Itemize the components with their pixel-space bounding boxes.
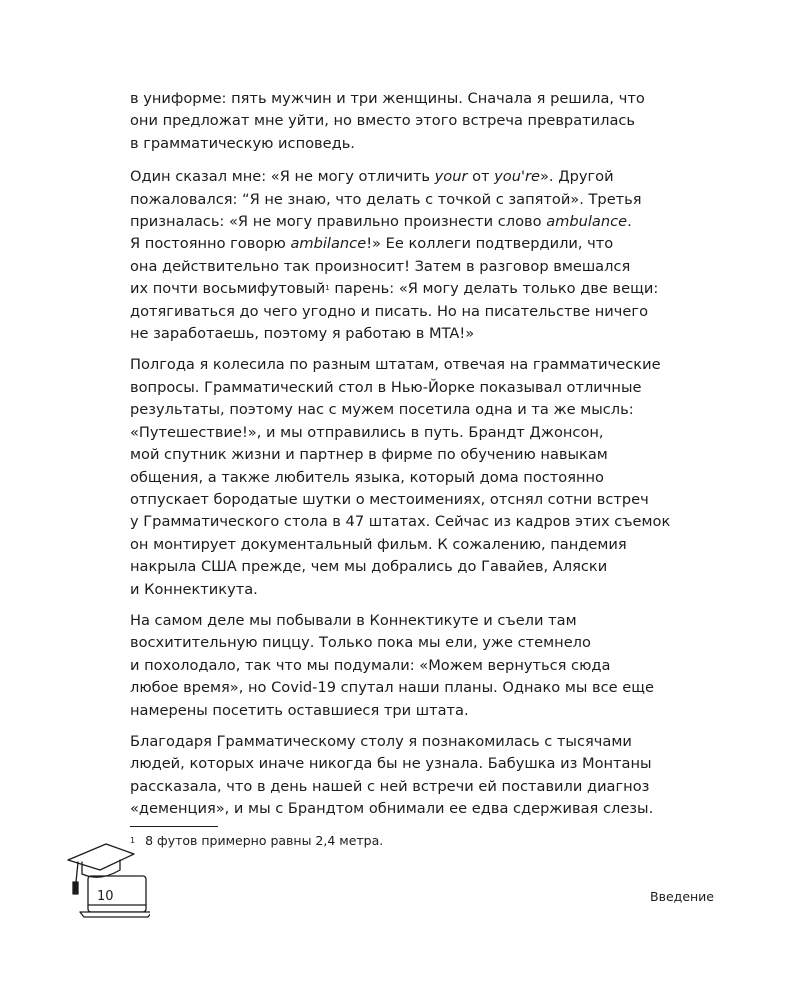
text-line: мой спутник жизни и партнер в фирме по обучению навыкам <box>130 446 608 464</box>
text-line: отпускает бородатые шутки о местоимениях, отснял сотни встреч <box>130 490 649 508</box>
text-line: людей, которых иначе никогда бы не узнала. Бабушка из Монтаны <box>130 755 652 773</box>
emphasis: your <box>434 168 468 186</box>
text-line: На самом деле мы побывали в Коннектикуте и съели там <box>130 611 577 629</box>
emphasis: you're <box>494 168 540 186</box>
text-line: она действительно так произносит! Затем в разговор вмешался <box>130 257 631 275</box>
text-line: в грамматическую исповедь. <box>130 134 355 152</box>
text-line: восхитительную пиццу. Только пока мы ели, уже стемнело <box>130 634 591 652</box>
text-line: дотягиваться до чего угодно и писать. Но на писательстве ничего <box>130 302 648 320</box>
text-line: они предложат мне уйти, но вместо этого встреча превратилась <box>130 112 636 130</box>
text-line: у Грамматического стола в 47 штатах. Сейчас из кадров этих съемок <box>130 513 671 531</box>
text-line: «деменция», и мы с Брандтом обнимали ее едва сдерживая слезы. <box>130 800 654 818</box>
paragraph-4 <box>130 610 710 722</box>
text-line: результаты, поэтому нас с мужем посетила одна и та же мысль: <box>130 401 634 419</box>
running-head: Введение <box>650 889 714 904</box>
text-line: призналась: «Я не могу правильно произнести слово ambulance. <box>130 213 632 231</box>
paragraph-2 <box>130 166 710 345</box>
text-line: общения, а также любитель языка, который дома постоянно <box>130 468 604 486</box>
body-text <box>130 88 710 830</box>
text-line: Я постоянно говорю ambilance!» Ее коллеги подтвердили, что <box>130 235 614 253</box>
text-line: намерены посетить оставшиеся три штата. <box>130 701 469 719</box>
paragraph-5 <box>130 731 710 821</box>
text-line: вопросы. Грамматический стол в Нью-Йорке показывал отличные <box>130 378 642 396</box>
text-line: он монтирует документальный фильм. К сожалению, пандемия <box>130 535 627 553</box>
page-number: 10 <box>97 889 114 904</box>
text-line: пожаловался: “Я не знаю, что делать с точкой с запятой». Третья <box>130 190 642 208</box>
emphasis: ambulance <box>546 213 628 231</box>
emphasis: ambilance <box>290 235 367 253</box>
footnote <box>130 833 383 849</box>
footnote-mark: 1 <box>130 836 136 845</box>
text-line: накрыла США прежде, чем мы добрались до Гавайев, Аляски <box>130 558 608 576</box>
paragraph-1 <box>130 88 710 155</box>
text-line: и похолодало, так что мы подумали: «Можем вернуться сюда <box>130 656 611 674</box>
text-line: их почти восьмифутовый$^1$ парень: «Я могу делать только две вещи: <box>130 280 659 298</box>
text-line: и Коннектикута. <box>130 580 258 598</box>
text-line: Один сказал мне: «Я не могу отличить your от you're». Другой <box>130 168 614 186</box>
text-line: не заработаешь, поэтому я работаю в MTA!» <box>130 325 475 343</box>
text-line: рассказала, что в день нашей с ней встречи ей поставили диагноз <box>130 777 650 795</box>
footnote-ref: 1 <box>325 284 330 293</box>
text-line: «Путешествие!», и мы отправились в путь. Брандт Джонсон, <box>130 423 604 441</box>
footnote-text: 8 футов примерно равны 2,4 метра. <box>145 833 384 848</box>
text-line: любое время», но Covid-19 спутал наши планы. Однако мы все еще <box>130 679 654 697</box>
paragraph-3 <box>130 354 710 600</box>
text-line: Благодаря Грамматическому столу я познакомилась с тысячами <box>130 732 632 750</box>
text-line: Полгода я колесила по разным штатам, отвечая на грамматические <box>130 356 661 374</box>
text-line: в униформе: пять мужчин и три женщины. Сначала я решила, что <box>130 90 645 107</box>
